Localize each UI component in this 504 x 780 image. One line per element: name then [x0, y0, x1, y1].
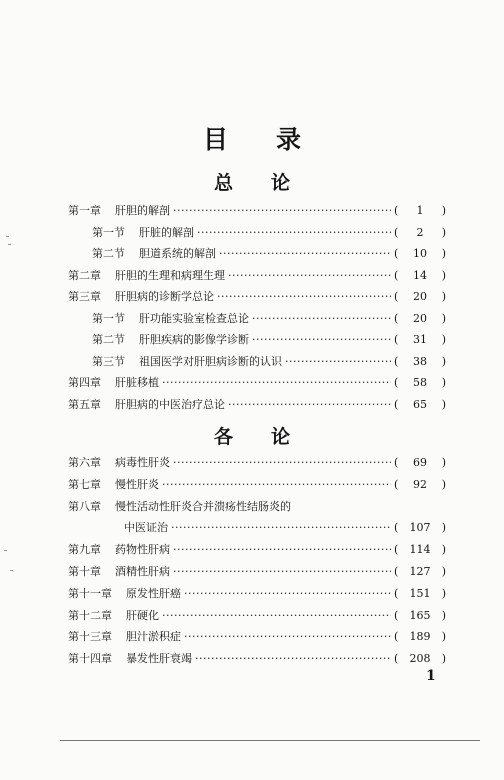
paren-close: ): [441, 477, 446, 491]
toc-entry-title: 胆道系统的解剖: [139, 247, 216, 260]
toc-entry: [68, 329, 446, 351]
toc-entry-label: 第十四章: [68, 652, 112, 666]
paren-close: ): [441, 652, 446, 666]
dot-leader: [162, 372, 391, 394]
toc-entry-page-number: 127: [409, 564, 431, 578]
dot-leader: [173, 561, 391, 583]
toc-entry: [68, 648, 446, 670]
toc-entry-label: 第六章: [68, 456, 101, 469]
toc-entry-title: 药物性肝病: [115, 543, 170, 557]
toc-entry-label: 第三章: [68, 290, 101, 303]
toc-entry-label: 第九章: [68, 543, 101, 557]
toc-entry-page-number: 69: [413, 456, 427, 469]
paren-open: (: [394, 268, 399, 282]
toc-entry-page-number: 38: [413, 354, 427, 368]
paren-close: ): [441, 608, 446, 622]
dot-leader: [173, 200, 391, 222]
dot-leader: [173, 539, 391, 561]
toc-entry: [68, 265, 446, 287]
paren-open: (: [394, 564, 399, 578]
paren-close: ): [441, 311, 446, 325]
paren-open: (: [394, 543, 399, 557]
paren-open: (: [394, 456, 399, 469]
toc-entry-title: 慢性活动性肝炎合并溃疡性结肠炎的: [115, 499, 291, 513]
scan-speck: [4, 550, 7, 551]
paren-close: ): [441, 225, 446, 239]
paren-close: ): [441, 204, 446, 217]
dot-leader: [285, 351, 391, 373]
paren-close: ): [441, 354, 446, 368]
toc-entry-page: [394, 583, 446, 605]
toc-entry-page-number: 65: [413, 397, 427, 411]
toc-entry-title: 肝胆的生理和病理生理: [115, 268, 225, 282]
toc-entry-title: 肝脏移植: [115, 376, 159, 389]
paren-close: ): [441, 630, 446, 644]
dot-leader: [184, 626, 391, 648]
toc-entry-page-number: 31: [413, 333, 427, 346]
dot-leader: [173, 452, 391, 474]
toc-entry-title: 原发性肝癌: [126, 586, 181, 600]
dot-leader: [217, 286, 391, 308]
page-title: 目录: [202, 125, 349, 154]
toc-entry-page-number: 165: [409, 608, 431, 622]
toc-entry-page-number: 189: [409, 630, 431, 644]
toc-entry-label: 第七章: [68, 477, 101, 491]
toc-entry-page: [394, 372, 446, 394]
paren-close: ): [441, 268, 446, 282]
paren-close: ): [441, 586, 446, 600]
toc-entry-page: [394, 351, 446, 373]
paren-close: ): [441, 543, 446, 557]
toc-entry: [68, 496, 446, 518]
paren-open: (: [394, 630, 399, 644]
paren-close: ): [441, 247, 446, 260]
toc-entry: [68, 539, 446, 561]
toc-entry-title: 胆汁淤积症: [126, 630, 181, 644]
toc-entry: [68, 200, 446, 222]
toc-entry-label: 第三节: [92, 354, 125, 368]
toc-entry-page-number: 92: [413, 477, 427, 491]
toc-entry-page-number: 58: [413, 376, 427, 389]
toc-entry-page: [394, 286, 446, 308]
toc-entry: [68, 452, 446, 474]
dot-leader: [162, 605, 391, 627]
toc-list-general: [68, 200, 446, 415]
toc-entry-label: 第五章: [68, 397, 101, 411]
toc-entry: [68, 308, 446, 330]
toc-entry-label: 第八章: [68, 499, 101, 513]
toc-entry: [68, 517, 446, 539]
dot-leader: [228, 394, 391, 416]
toc-entry-title: 酒精性肝病: [115, 564, 170, 578]
toc-entry-page: [394, 243, 446, 265]
toc-entry-page-number: 208: [409, 652, 431, 666]
toc-entry-title: 肝硬化: [126, 608, 159, 622]
paren-open: (: [394, 376, 399, 389]
toc-entry-label: 第十三章: [68, 630, 112, 644]
toc-entry: [68, 394, 446, 416]
toc-entry: [68, 626, 446, 648]
toc-entry-page-number: 114: [409, 543, 431, 557]
paren-open: (: [394, 608, 399, 622]
bottom-rule: [60, 740, 480, 741]
toc-entry: [68, 372, 446, 394]
toc-entry-page: [394, 605, 446, 627]
toc-entry-page-number: 14: [413, 268, 427, 282]
paren-open: (: [394, 311, 399, 325]
paren-open: (: [394, 333, 399, 346]
toc-entry-label: 第十一章: [68, 586, 112, 600]
paren-open: (: [394, 652, 399, 666]
toc-entry: [68, 286, 446, 308]
toc-entry-label: 第十章: [68, 564, 101, 578]
paren-close: ): [441, 564, 446, 578]
toc-entry-label: 第一节: [92, 311, 125, 325]
paren-open: (: [394, 290, 399, 303]
toc-entry-page: [394, 517, 446, 539]
dot-leader: [252, 308, 391, 330]
toc-entry-page: [394, 626, 446, 648]
toc-entry-page-number: 151: [409, 586, 431, 600]
scan-speck: [6, 236, 9, 237]
toc-entry-page: [394, 474, 446, 496]
section-heading-specific: 各论: [213, 426, 328, 448]
dot-leader: [197, 222, 391, 244]
toc-entry-title: 病毒性肝炎: [115, 456, 170, 469]
toc-entry-title: 中医证治: [124, 521, 168, 535]
toc-entry-page-number: 20: [413, 290, 427, 303]
paren-close: ): [441, 376, 446, 389]
toc-entry: [68, 561, 446, 583]
toc-entry: [68, 605, 446, 627]
toc-entry: [68, 243, 446, 265]
toc-entry-title: 暴发性肝衰竭: [126, 652, 192, 666]
toc-entry-page: [394, 561, 446, 583]
toc-entry-label: 第四章: [68, 376, 101, 389]
paren-open: (: [394, 204, 399, 217]
toc-entry-label: 第二节: [92, 247, 125, 260]
toc-entry-page: [394, 394, 446, 416]
paren-open: (: [394, 247, 399, 260]
toc-entry-page-number: 1: [416, 204, 424, 217]
toc-entry-title: 肝胆疾病的影像学诊断: [139, 333, 249, 346]
toc-entry: [68, 351, 446, 373]
paren-open: (: [394, 477, 399, 491]
dot-leader: [195, 648, 391, 670]
paren-close: ): [441, 397, 446, 411]
dot-leader: [162, 474, 391, 496]
paren-open: (: [394, 225, 399, 239]
dot-leader: [252, 329, 391, 351]
toc-entry-label: 第一节: [92, 225, 125, 239]
dot-leader: [228, 265, 391, 287]
paren-close: ): [441, 290, 446, 303]
toc-entry-page: [394, 222, 446, 244]
toc-entry: [68, 583, 446, 605]
toc-entry-title: 肝脏的解剖: [139, 225, 194, 239]
toc-entry-label: 第二节: [92, 333, 125, 346]
toc-entry-label: 第十二章: [68, 608, 112, 622]
dot-leader: [219, 243, 391, 265]
toc-entry-page: [394, 539, 446, 561]
toc-entry-page: [394, 452, 446, 474]
paren-open: (: [394, 586, 399, 600]
toc-entry: [68, 222, 446, 244]
toc-entry-page: [394, 308, 446, 330]
toc-entry-title: 肝胆的解剖: [115, 204, 170, 217]
toc-entry: [68, 474, 446, 496]
page-number: 1: [426, 668, 436, 684]
toc-entry-page: [394, 329, 446, 351]
dot-leader: [184, 583, 391, 605]
paren-open: (: [394, 354, 399, 368]
toc-entry-label: 第一章: [68, 204, 101, 217]
paren-close: ): [441, 456, 446, 469]
toc-list-specific: [68, 452, 446, 670]
toc-entry-page: [394, 265, 446, 287]
toc-entry-label: 第二章: [68, 268, 101, 282]
toc-entry-page-number: 10: [413, 247, 427, 260]
toc-entry-title: 慢性肝炎: [115, 477, 159, 491]
toc-entry-page-number: 2: [416, 225, 424, 239]
scan-speck: [8, 244, 11, 245]
paren-open: (: [394, 397, 399, 411]
toc-entry-page-number: 107: [409, 521, 431, 535]
paren-open: (: [394, 521, 399, 535]
toc-entry-title: 肝功能实验室检查总论: [139, 311, 249, 325]
toc-entry-page: [394, 648, 446, 670]
paren-close: ): [441, 333, 446, 346]
toc-entry-page-number: 20: [413, 311, 427, 325]
toc-entry-title: 肝胆病的诊断学总论: [115, 290, 214, 303]
toc-entry-title: 祖国医学对肝胆病诊断的认识: [139, 354, 282, 368]
toc-entry-title: 肝胆病的中医治疗总论: [115, 397, 225, 411]
dot-leader: [171, 517, 391, 539]
paren-close: ): [441, 521, 446, 535]
scan-speck: [10, 570, 13, 571]
section-heading-general: 总论: [213, 172, 328, 194]
toc-entry-page: [394, 200, 446, 222]
